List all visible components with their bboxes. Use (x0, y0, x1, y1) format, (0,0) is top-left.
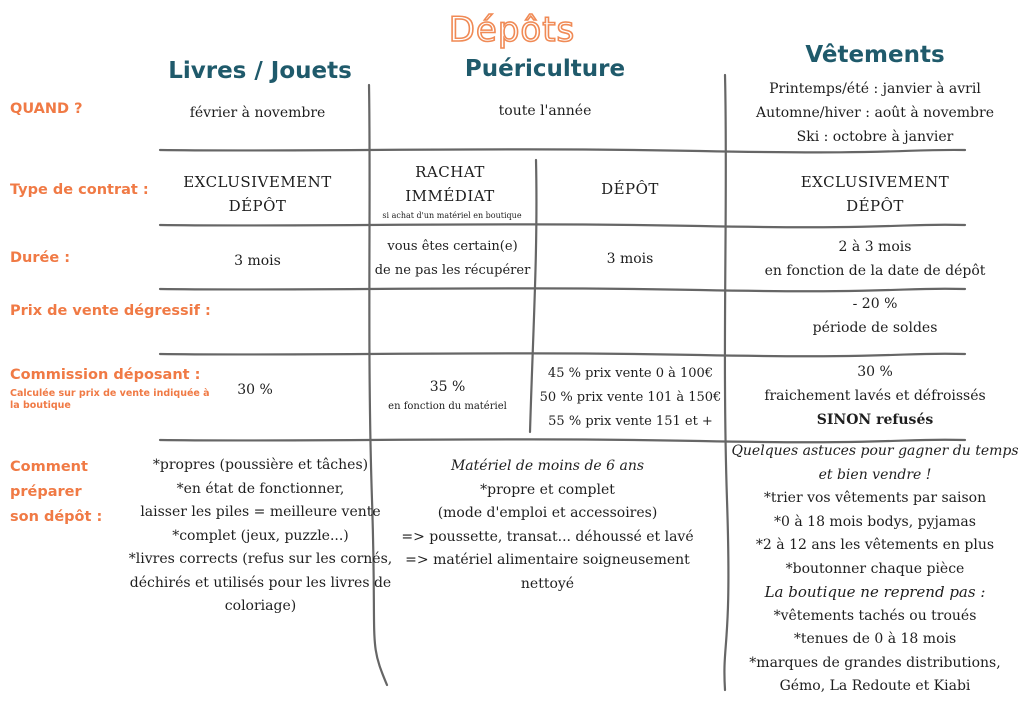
cell-duree-rachat: vous êtes certain(e) de ne pas les récupérer (374, 239, 531, 278)
cell-quand-livres: février à novembre (189, 105, 326, 121)
row-label-quand: QUAND ? (10, 101, 83, 117)
page-title: Dépôts (448, 10, 576, 50)
cell-commission-rachat: 35 % (429, 379, 466, 395)
row-label-duree: Durée : (10, 250, 71, 266)
cell-commission-vetements: 30 % fraichement lavés et défroissés SINON refusés (764, 364, 986, 428)
row-divider (160, 224, 965, 227)
row-divider (160, 353, 965, 356)
cell-contrat-livres: EXCLUSIVEMENT DÉPÔT (183, 173, 332, 215)
row-divider (160, 149, 965, 152)
cell-commission-depot: 45 % prix vente 0 à 100€ 50 % prix vente 101 à 150€ 55 % prix vente 151 et + (539, 366, 722, 429)
row-sublabel-commission: Calculée sur prix de vente indiquée à la boutique (10, 388, 210, 411)
row-divider (160, 288, 965, 291)
cell-preparer-puericulture: Matériel de moins de 6 ans *propre et complet (mode d'emploi et accessoires) => poussette, transat... déhoussé et lavé => matériel alimentaire soigneusement nettoyé (401, 458, 694, 592)
cell-contrat-rachat: RACHAT IMMÉDIAT (405, 163, 495, 205)
cell-quand-puericulture: toute l'année (498, 103, 592, 119)
column-header-puericulture: Puériculture (464, 56, 626, 82)
cell-contrat-vetements: EXCLUSIVEMENT DÉPÔT (800, 173, 950, 215)
cell-preparer-livres: *propres (poussière et tâches) *en état de fonctionner, laisser les piles = meilleure vente *complet (jeux, puzzle...) *livres corrects (refus sur les cornés, déchirés et utilisés pour les livres de coloriage) (128, 457, 393, 614)
cell-quand-vetements: Printemps/été : janvier à avril Automne/hiver : août à novembre Ski : octobre à janvier (756, 81, 994, 145)
row-label-prix: Prix de vente dégressif : (10, 303, 211, 319)
cell-duree-vetements: 2 à 3 mois en fonction de la date de dépôt (764, 239, 986, 279)
cell-duree-livres: 3 mois (234, 253, 281, 269)
cell-duree-depot: 3 mois (606, 251, 654, 267)
column-header-livres: Livres / Jouets (168, 58, 352, 84)
column-header-vetements: Vêtements (805, 42, 945, 68)
row-label-preparer: Comment préparer son dépôt : (10, 459, 103, 525)
cell-commission-livres: 30 % (237, 382, 273, 398)
cell-prix-vetements: - 20 % période de soldes (812, 296, 938, 336)
row-label-commission: Commission déposant : (10, 367, 201, 383)
cell-preparer-vetements: Quelques astuces pour gagner du temps et bien vendre ! *trier vos vêtements par saison *0 à 18 mois bodys, pyjamas *2 à 12 ans les vêtements en plus *boutonner chaque pièce La boutique ne reprend pas : *vêtements tachés ou troués *tenues de 0 à 18 mois *marques de grandes distributions, Gémo, La Redoute et Kiabi (731, 443, 1019, 694)
cell-contrat-rachat-note: si achat d'un matériel en boutique (382, 211, 522, 220)
row-label-contrat: Type de contrat : (10, 182, 149, 198)
cell-contrat-depot: DÉPÔT (601, 180, 659, 198)
cell-commission-rachat-note: en fonction du matériel (388, 401, 507, 412)
